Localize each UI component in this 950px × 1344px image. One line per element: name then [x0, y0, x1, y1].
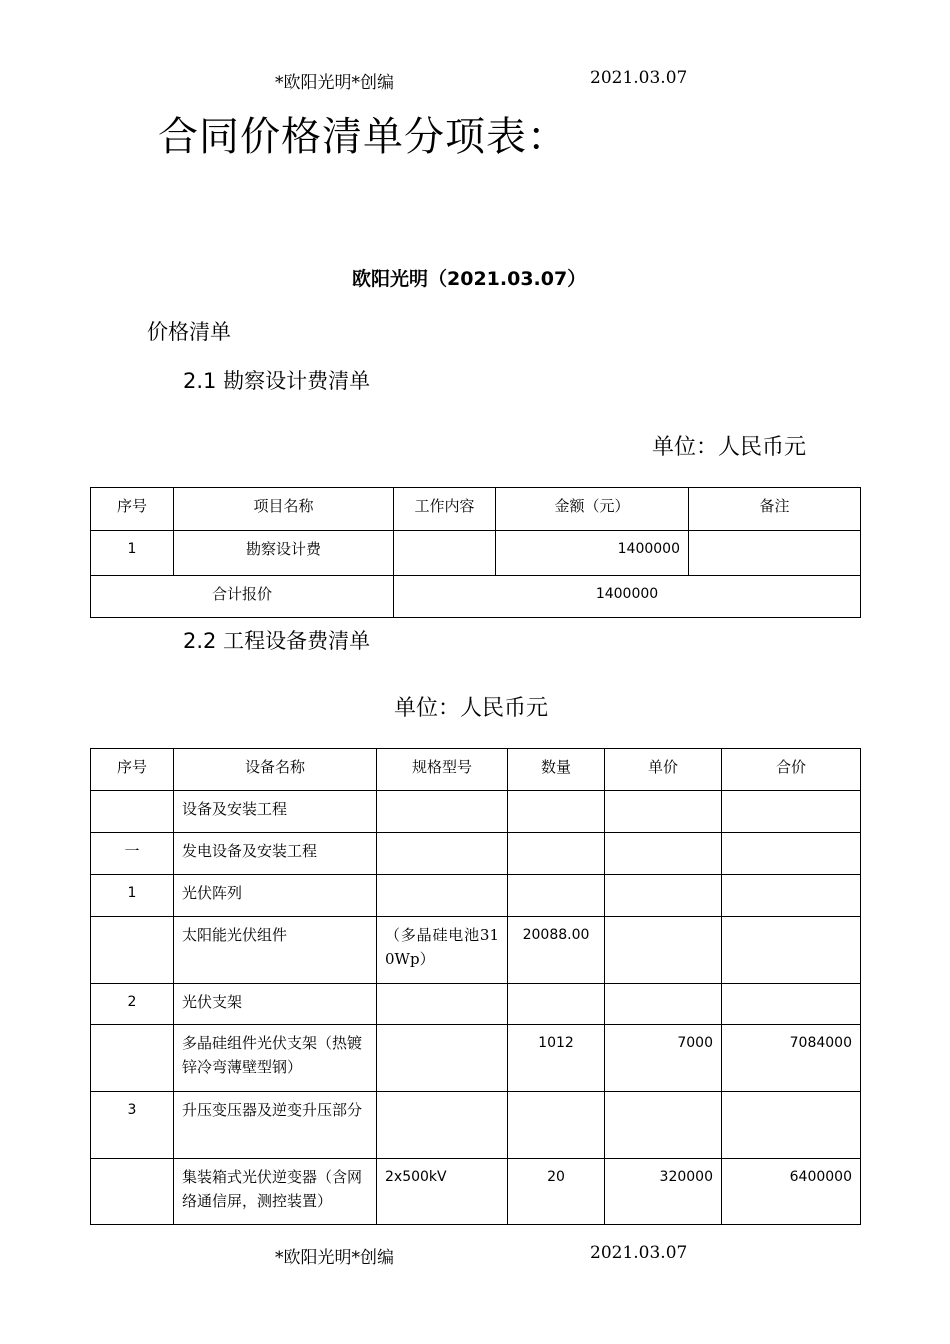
- cell-qty: 20: [508, 1159, 605, 1225]
- cell-total: [722, 791, 861, 833]
- cell-no: [91, 1025, 174, 1092]
- cell-equipment: 设备及安装工程: [174, 791, 377, 833]
- cell-spec: [377, 984, 508, 1025]
- cell-spec: [377, 1025, 508, 1092]
- unit-label-2: 单位：人民币元: [394, 696, 549, 721]
- cell-no: [91, 791, 174, 833]
- cell-amount: 1400000: [496, 531, 689, 576]
- table-row: [91, 917, 861, 984]
- header-cell-work: 工作内容: [394, 488, 496, 531]
- cell-qty: [508, 875, 605, 917]
- cell-total: [722, 917, 861, 984]
- cell-qty: [508, 984, 605, 1025]
- cell-unit-price: [605, 1092, 722, 1159]
- cell-total: [722, 984, 861, 1025]
- cell-no: 2: [91, 984, 174, 1025]
- total-amount: 1400000: [394, 576, 861, 618]
- header-cell-amount: 金额（元）: [496, 488, 689, 531]
- cell-equipment: 多晶硅组件光伏支架（热镀锌冷弯薄壁型钢）: [174, 1025, 377, 1092]
- header-date: 2021.03.07: [590, 68, 688, 88]
- table-row: [91, 875, 861, 917]
- cell-no: 1: [91, 875, 174, 917]
- header-cell-no: 序号: [91, 749, 174, 791]
- cell-unit-price: [605, 917, 722, 984]
- section-2-1-heading: 2.1 勘察设计费清单: [183, 369, 371, 393]
- equipment-fee-table: [90, 748, 861, 1225]
- cell-equipment: 光伏支架: [174, 984, 377, 1025]
- cell-total: [722, 1092, 861, 1159]
- header-cell-unit-price: 单价: [605, 749, 722, 791]
- header-cell-spec: 规格型号: [377, 749, 508, 791]
- cell-unit-price: [605, 875, 722, 917]
- cell-total: [722, 875, 861, 917]
- footer-left: *欧阳光明*创编: [275, 1248, 394, 1268]
- cell-spec: [377, 833, 508, 875]
- cell-no: 3: [91, 1092, 174, 1159]
- cell-no: [91, 1159, 174, 1225]
- cell-unit-price: [605, 791, 722, 833]
- section-2-2-heading: 2.2 工程设备费清单: [183, 629, 371, 653]
- cell-qty: [508, 791, 605, 833]
- header-cell-no: 序号: [91, 488, 174, 531]
- cell-unit-price: 7000: [605, 1025, 722, 1092]
- header-cell-total: 合价: [722, 749, 861, 791]
- cell-qty: [508, 833, 605, 875]
- section-price-list: 价格清单: [147, 320, 231, 344]
- footer-date: 2021.03.07: [590, 1243, 688, 1263]
- table-row: [91, 833, 861, 875]
- cell-spec: 2x500kV: [377, 1159, 508, 1225]
- table-row: [91, 984, 861, 1025]
- header-cell-qty: 数量: [508, 749, 605, 791]
- survey-design-fee-table: [90, 487, 861, 618]
- header-left: *欧阳光明*创编: [275, 73, 394, 93]
- cell-no: 1: [91, 531, 174, 576]
- cell-qty: [508, 1092, 605, 1159]
- cell-work: [394, 531, 496, 576]
- table-header-row: [91, 488, 861, 531]
- document-title: 合同价格清单分项表：: [158, 114, 568, 160]
- cell-spec: [377, 791, 508, 833]
- cell-total: 7084000: [722, 1025, 861, 1092]
- cell-no: [91, 917, 174, 984]
- table-header-row: [91, 749, 861, 791]
- cell-spec: （多晶硅电池310Wp）: [377, 917, 508, 984]
- table-row: [91, 1092, 861, 1159]
- cell-unit-price: [605, 984, 722, 1025]
- table-row: [91, 791, 861, 833]
- cell-total: [722, 833, 861, 875]
- unit-label-1: 单位：人民币元: [652, 435, 807, 460]
- cell-equipment: 升压变压器及逆变升压部分: [174, 1092, 377, 1159]
- total-row: [91, 576, 861, 618]
- cell-spec: [377, 875, 508, 917]
- author-line: 欧阳光明（2021.03.07）: [352, 268, 587, 290]
- header-cell-equipment: 设备名称: [174, 749, 377, 791]
- total-label: 合计报价: [91, 576, 394, 618]
- cell-equipment: 集装箱式光伏逆变器（含网络通信屏，测控装置）: [174, 1159, 377, 1225]
- table-row: [91, 531, 861, 576]
- cell-no: 一: [91, 833, 174, 875]
- cell-qty: 20088.00: [508, 917, 605, 984]
- cell-note: [689, 531, 861, 576]
- cell-unit-price: [605, 833, 722, 875]
- cell-equipment: 发电设备及安装工程: [174, 833, 377, 875]
- cell-name: 勘察设计费: [174, 531, 394, 576]
- table-row: [91, 1025, 861, 1092]
- cell-qty: 1012: [508, 1025, 605, 1092]
- cell-unit-price: 320000: [605, 1159, 722, 1225]
- cell-total: 6400000: [722, 1159, 861, 1225]
- cell-equipment: 光伏阵列: [174, 875, 377, 917]
- header-cell-name: 项目名称: [174, 488, 394, 531]
- table-row: [91, 1159, 861, 1225]
- cell-equipment: 太阳能光伏组件: [174, 917, 377, 984]
- header-cell-note: 备注: [689, 488, 861, 531]
- cell-spec: [377, 1092, 508, 1159]
